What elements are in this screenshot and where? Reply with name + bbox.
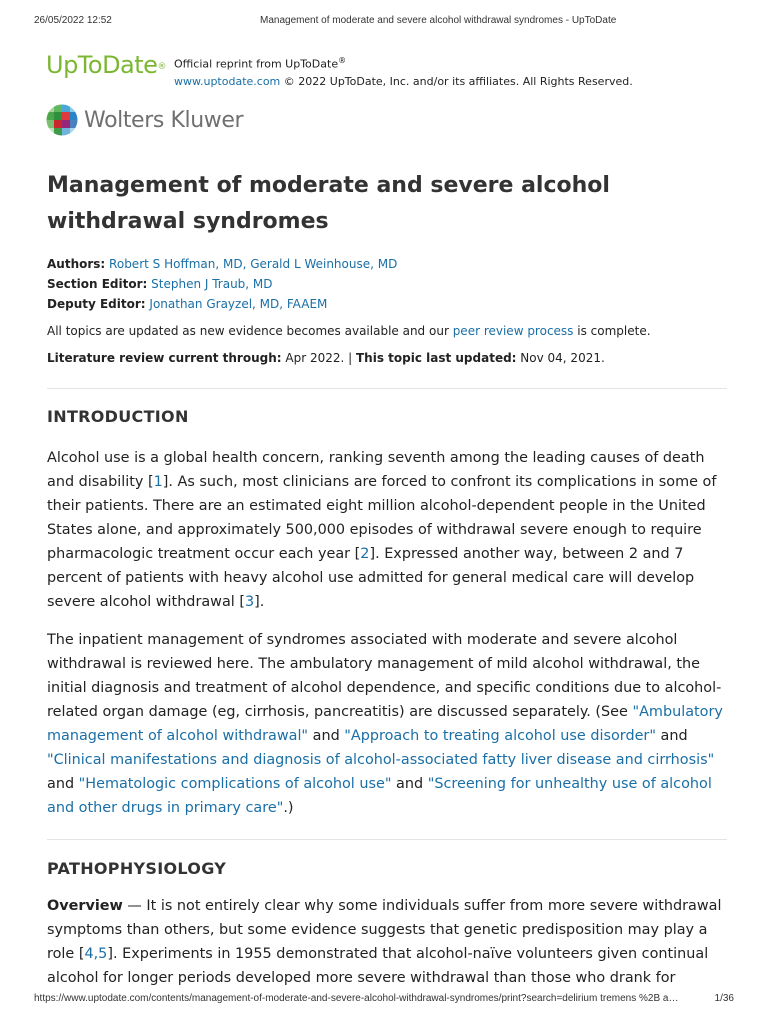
wolters-kluwer-name: Wolters Kluwer [84, 107, 244, 133]
article-credits [47, 254, 727, 314]
authors-link[interactable]: Robert S Hoffman, MD, Gerald L Weinhouse, MD [109, 257, 398, 271]
reprint-notice [174, 52, 633, 90]
text-run: ]. [254, 594, 265, 610]
copyright-text: © 2022 UpToDate, Inc. and/or its affiliates. All Rights Reserved. [280, 74, 633, 88]
text-run: and [47, 776, 79, 792]
divider [47, 388, 727, 389]
section-editor-link[interactable]: Stephen J Traub, MD [151, 277, 273, 291]
uptodate-site-link[interactable]: www.uptodate.com [174, 74, 281, 88]
reference-link[interactable]: 3 [244, 594, 255, 610]
pathophysiology-heading: PATHOPHYSIOLOGY [47, 859, 227, 878]
text-run: ]. As such, most clinicians are forced to confront its complications in some of their patients. There are an estimated eight million alcohol-dependent people in the United States alone, and approximately 500,000 episodes of withdrawal severe enough to require pharmacologic treatment occur each year [ [47, 474, 717, 562]
wolters-kluwer-globe-icon [46, 104, 78, 136]
text-run: Alcohol use is a global health concern, ranking seventh among the leading causes of death and disability [ [47, 450, 705, 490]
registered-mark: ® [157, 62, 166, 72]
update-note [47, 321, 727, 341]
introduction-paragraph-2 [47, 628, 727, 820]
introduction-paragraph-1 [47, 446, 727, 614]
section-editor-line [47, 274, 727, 294]
update-note-text: All topics are updated as new evidence becomes available and our [47, 324, 453, 338]
text-run: .) [283, 800, 294, 816]
topic-link[interactable]: "Screening for unhealthy use of alcohol and other drugs in primary care" [47, 776, 712, 816]
authors-label: Authors: [47, 257, 106, 271]
topic-link[interactable]: "Clinical manifestations and diagnosis of alcohol-associated fatty liver disease and cirrhosis" [47, 752, 715, 768]
print-doc-title: Management of moderate and severe alcohol withdrawal syndromes - UpToDate [260, 15, 617, 26]
introduction-section [47, 388, 727, 820]
reprint-line: Official reprint from UpToDate [174, 57, 339, 71]
peer-review-link[interactable]: peer review process [452, 324, 574, 338]
divider [47, 839, 727, 840]
topic-link[interactable]: "Approach to treating alcohol use disorder" [344, 728, 656, 744]
section-editor-label: Section Editor: [47, 277, 148, 291]
deputy-editor-line [47, 294, 727, 314]
text-run: The inpatient management of syndromes associated with moderate and severe alcohol withdrawal is reviewed here. The ambulatory management of mild alcohol withdrawal, the initial diagnosis and treatment of alcohol dependence, and specific conditions due to alcohol-related organ damage (eg, cirrhosis, pancreatitis) are discussed separately. (See [47, 632, 722, 720]
page-number: 1/36 [714, 993, 734, 1004]
authors-line [47, 254, 727, 274]
update-note-end: is complete. [573, 324, 651, 338]
review-dates [47, 348, 727, 368]
topic-link[interactable]: "Hematologic complications of alcohol use" [78, 776, 392, 792]
lit-review-value: Apr 2022. | [281, 351, 356, 365]
text-run: — It is not entirely clear why some individuals suffer from more severe withdrawal symptoms than others, but some evidence suggests that genetic predisposition may play a role [ [47, 898, 722, 962]
text-run: and [391, 776, 428, 792]
last-updated-label: This topic last updated: [355, 351, 517, 365]
text-run: ]. Expressed another way, between 2 and 7 percent of patients with heavy alcohol use admitted for general medical care will develop severe alcohol withdrawal [ [47, 546, 695, 610]
introduction-heading: INTRODUCTION [47, 407, 189, 426]
article-title: Management of moderate and severe alcohol withdrawal syndromes [47, 173, 610, 234]
topic-link[interactable]: "Ambulatory management of alcohol withdrawal" [47, 704, 723, 744]
print-url: https://www.uptodate.com/contents/management-of-moderate-and-severe-alcohol-withdrawal-syndromes/print?search=delirium tremens %2B a… [34, 993, 679, 1004]
wolters-kluwer-logo [46, 104, 243, 136]
uptodate-logo[interactable] [46, 50, 166, 80]
article [47, 168, 727, 990]
lit-review-label: Literature review current through: [47, 351, 282, 365]
reference-link[interactable]: 1 [153, 474, 163, 490]
uptodate-logo-text: UpToDate [46, 51, 158, 79]
deputy-editor-link[interactable]: Jonathan Grayzel, MD, FAAEM [149, 297, 328, 311]
pathophysiology-paragraph [47, 894, 727, 990]
overview-label: Overview [47, 898, 123, 914]
deputy-editor-label: Deputy Editor: [47, 297, 146, 311]
reference-link[interactable]: 4,5 [84, 946, 108, 962]
print-footer [34, 993, 734, 1009]
text-run: ]. Experiments in 1955 demonstrated that alcohol-naïve volunteers given continual alcohol for longer periods developed more severe withdrawal than those who drank for [47, 946, 709, 986]
last-updated-value: Nov 04, 2021. [516, 351, 605, 365]
text-run: and [655, 728, 688, 744]
reference-link[interactable]: 2 [360, 546, 370, 562]
print-date: 26/05/2022 12:52 [34, 15, 112, 26]
reprint-registered-mark: ® [338, 56, 347, 65]
pathophysiology-section [47, 839, 727, 990]
text-run: and [308, 728, 345, 744]
print-header [34, 15, 734, 31]
